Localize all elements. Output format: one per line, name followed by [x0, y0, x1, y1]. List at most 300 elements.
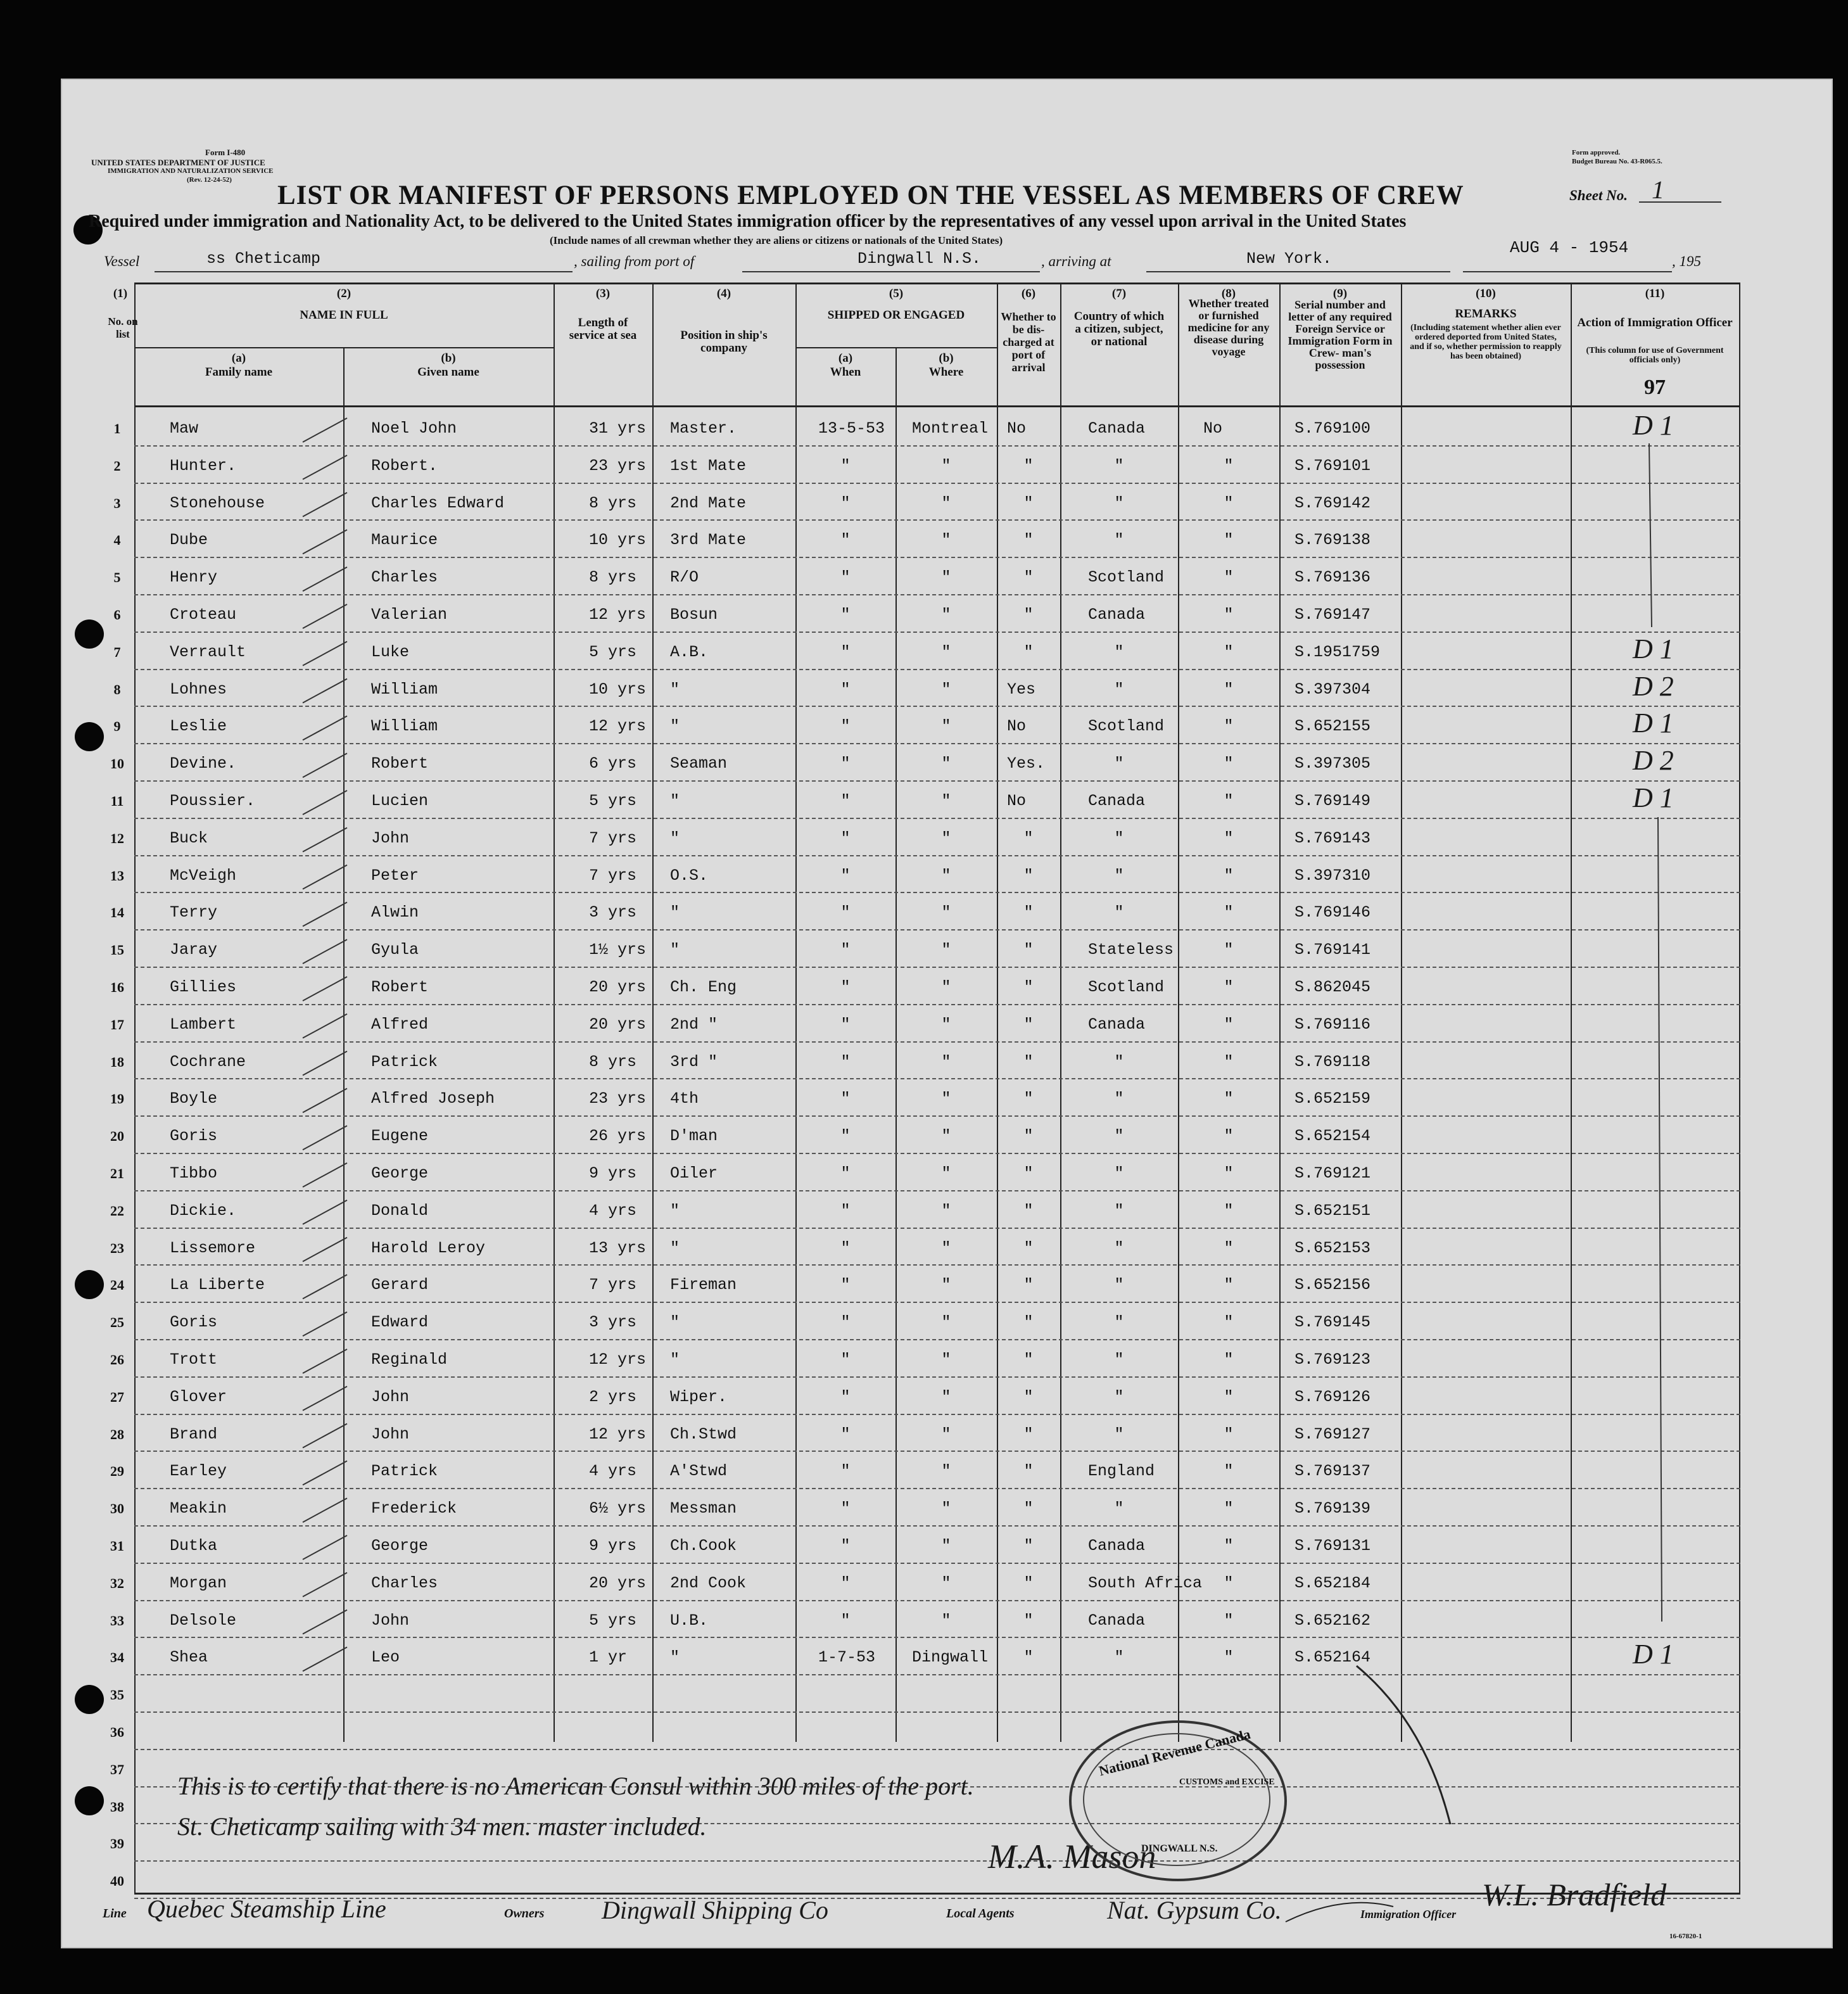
table-cell-position: 3rd ": [670, 1052, 718, 1071]
row-number: 21: [110, 1165, 124, 1181]
table-cell-medicine: ": [1224, 1089, 1234, 1108]
table-cell-serial: S.769143: [1294, 829, 1371, 848]
table-cell-service: 3 yrs: [589, 903, 637, 922]
table-cell-where: ": [941, 1052, 951, 1071]
table-cell-country: ": [1114, 1052, 1124, 1071]
table-cell-family: Hunter.: [170, 456, 237, 475]
table-cell-discharged: ": [1023, 1499, 1034, 1518]
table-cell-where: ": [941, 941, 951, 960]
table-cell-position: ": [670, 1313, 680, 1332]
table-cell-when: ": [840, 1462, 851, 1481]
table-cell-medicine: ": [1224, 1276, 1234, 1295]
table-cell-family: Earley: [170, 1462, 227, 1481]
table-cell-when: ": [840, 717, 851, 736]
table-cell-position: ": [670, 941, 680, 960]
table-cell-serial: S.769118: [1294, 1052, 1371, 1071]
col-country-number: (7): [1111, 287, 1127, 300]
date-stamp: AUG 4 - 1954: [1510, 238, 1629, 257]
table-cell-service: 10 yrs: [589, 680, 647, 699]
master-signature: M.A. Mason: [988, 1838, 1156, 1876]
table-cell-given: John: [371, 1425, 410, 1444]
table-cell-position: U.B.: [670, 1611, 709, 1630]
table-cell-when: ": [840, 606, 851, 624]
table-cell-medicine: ": [1224, 1015, 1234, 1034]
sheet-number-label: Sheet No.: [1569, 187, 1628, 203]
table-cell-country: Canada: [1088, 419, 1146, 438]
customs-stamp: [1069, 1720, 1287, 1881]
row-number: 15: [110, 942, 124, 958]
row-number: 13: [110, 867, 124, 884]
row-number: 9: [113, 718, 121, 735]
table-cell-discharged: ": [1023, 1089, 1034, 1108]
col-country-label: Country of which a citizen, subject, or national: [1073, 310, 1165, 348]
table-cell-position: ": [670, 1350, 680, 1369]
col-shipped-number: (5): [889, 287, 904, 300]
table-cell-family: Croteau: [170, 606, 237, 624]
table-cell-position: Messman: [670, 1499, 737, 1518]
col-when-label: When: [830, 365, 861, 379]
table-cell-family: Delsole: [170, 1611, 237, 1630]
table-cell-position: 4th: [670, 1089, 699, 1108]
table-cell-family: Poussier.: [170, 792, 256, 810]
table-cell-given: Leo: [371, 1648, 400, 1667]
table-cell-given: Gerard: [371, 1276, 429, 1295]
row-number: 33: [110, 1612, 124, 1629]
col-serial-number: (9): [1332, 287, 1348, 300]
table-cell-service: 23 yrs: [589, 456, 647, 475]
table-cell-serial: S.769139: [1294, 1499, 1371, 1518]
table-cell-position: Wiper.: [670, 1387, 728, 1406]
table-cell-medicine: ": [1224, 1127, 1234, 1146]
print-code: 16-67820-1: [1669, 1933, 1702, 1940]
table-cell-discharged: ": [1023, 1573, 1034, 1592]
table-cell-service: 7 yrs: [589, 1276, 637, 1295]
vessel-label: Vessel: [104, 253, 140, 269]
table-cell-discharged: ": [1023, 1425, 1034, 1444]
table-cell-country: England: [1088, 1462, 1155, 1481]
table-cell-medicine: No: [1203, 419, 1223, 438]
table-cell-family: Lambert: [170, 1015, 237, 1034]
table-cell-serial: S.769146: [1294, 903, 1371, 922]
table-cell-family: Maw: [170, 419, 199, 438]
table-cell-serial: S.769121: [1294, 1164, 1371, 1183]
row-number: 12: [110, 830, 124, 846]
col-when-letter: (a): [838, 352, 853, 365]
table-cell-when: ": [840, 1537, 851, 1555]
table-cell-given: Frederick: [371, 1499, 457, 1518]
table-cell-discharged: ": [1023, 903, 1034, 922]
table-cell-when: ": [840, 1015, 851, 1034]
table-cell-serial: S.769136: [1294, 568, 1371, 587]
table-cell-serial: S.397310: [1294, 866, 1371, 885]
table-cell-family: Brand: [170, 1425, 218, 1444]
table-cell-discharged: ": [1023, 1164, 1034, 1183]
row-number: 6: [113, 607, 121, 623]
form-number: Form I-480: [205, 148, 246, 157]
table-cell-serial: S.397304: [1294, 680, 1371, 699]
agents-value: Nat. Gypsum Co.: [1107, 1896, 1282, 1924]
table-cell-position: ": [670, 829, 680, 848]
table-cell-when: ": [840, 978, 851, 996]
table-cell-when: ": [840, 456, 851, 475]
table-cell-serial: S.397305: [1294, 754, 1371, 773]
table-cell-action: D 1: [1633, 410, 1674, 441]
table-cell-where: ": [941, 1127, 951, 1146]
table-cell-medicine: ": [1224, 531, 1234, 550]
table-cell-discharged: ": [1023, 1611, 1034, 1630]
table-cell-country: ": [1114, 1499, 1124, 1518]
sailing-port: Dingwall N.S.: [858, 250, 982, 268]
table-cell-given: Charles: [371, 1573, 438, 1592]
table-cell-country: ": [1114, 1238, 1124, 1257]
table-cell-discharged: ": [1023, 1537, 1034, 1555]
table-cell-service: 13 yrs: [589, 1238, 647, 1257]
table-cell-country: Scotland: [1088, 978, 1165, 996]
table-cell-country: ": [1114, 1313, 1124, 1332]
table-cell-service: 12 yrs: [589, 1350, 647, 1369]
arriving-label: , arriving at: [1041, 253, 1111, 269]
table-cell-service: 5 yrs: [589, 1611, 637, 1630]
table-cell-serial: S.769141: [1294, 941, 1371, 960]
table-cell-serial: S.769116: [1294, 1015, 1371, 1034]
table-cell-when: 1-7-53: [818, 1648, 876, 1667]
table-cell-family: Goris: [170, 1127, 218, 1146]
table-cell-family: Shea: [170, 1648, 208, 1667]
table-cell-service: 8 yrs: [589, 568, 637, 587]
table-cell-serial: S.862045: [1294, 978, 1371, 996]
table-cell-when: ": [840, 680, 851, 699]
table-cell-service: 20 yrs: [589, 978, 647, 996]
table-cell-where: ": [941, 1462, 951, 1481]
table-cell-family: Lohnes: [170, 680, 227, 699]
table-cell-service: 12 yrs: [589, 1425, 647, 1444]
table-cell-when: ": [840, 568, 851, 587]
table-cell-medicine: ": [1224, 941, 1234, 960]
table-cell-service: 12 yrs: [589, 606, 647, 624]
row-number: 3: [113, 495, 121, 511]
table-cell-discharged: ": [1023, 1350, 1034, 1369]
table-cell-when: ": [840, 1573, 851, 1592]
owners-label: Owners: [504, 1907, 545, 1921]
table-cell-where: ": [941, 829, 951, 848]
table-cell-where: ": [941, 568, 951, 587]
table-cell-when: ": [840, 1611, 851, 1630]
row-number: 32: [110, 1575, 124, 1591]
action-count: 97: [1644, 376, 1666, 399]
table-cell-discharged: ": [1023, 568, 1034, 587]
table-cell-when: ": [840, 754, 851, 773]
table-cell-position: Ch.Cook: [670, 1537, 737, 1555]
table-cell-family: Leslie: [170, 717, 227, 736]
table-cell-given: Noel John: [371, 419, 457, 438]
table-cell-service: 2 yrs: [589, 1387, 637, 1406]
table-cell-country: ": [1114, 1387, 1124, 1406]
row-number: 8: [113, 681, 121, 697]
table-cell-serial: S.769100: [1294, 419, 1371, 438]
table-cell-discharged: ": [1023, 1201, 1034, 1220]
table-cell-country: ": [1114, 680, 1124, 699]
table-cell-serial: S.769147: [1294, 606, 1371, 624]
table-cell-given: Patrick: [371, 1462, 438, 1481]
col-remarks-label: REMARKS: [1455, 307, 1517, 321]
table-cell-position: 2nd Cook: [670, 1573, 747, 1592]
table-cell-when: ": [840, 1425, 851, 1444]
table-cell-medicine: ": [1224, 1164, 1234, 1183]
form-approved: Form approved.: [1572, 149, 1621, 156]
table-cell-medicine: ": [1224, 568, 1234, 587]
table-cell-discharged: ": [1023, 1462, 1034, 1481]
table-cell-medicine: ": [1224, 1573, 1234, 1592]
table-cell-family: Tibbo: [170, 1164, 218, 1183]
table-cell-when: ": [840, 1201, 851, 1220]
col-position-label: Position in ship's company: [680, 329, 768, 355]
row-number: 35: [110, 1687, 124, 1703]
table-cell-country: ": [1114, 642, 1124, 661]
table-cell-position: Bosun: [670, 606, 718, 624]
col-family-letter: (a): [231, 352, 246, 365]
table-cell-discharged: No: [1007, 717, 1027, 736]
row-number: 38: [110, 1798, 124, 1815]
col-shipped-label: SHIPPED OR ENGAGED: [827, 308, 965, 322]
row-number: 29: [110, 1463, 124, 1480]
table-cell-action: D 2: [1633, 745, 1674, 777]
table-cell-family: Terry: [170, 903, 218, 922]
table-cell-when: ": [840, 792, 851, 810]
row-number: 1: [113, 421, 121, 436]
table-cell-discharged: ": [1023, 1387, 1034, 1406]
table-cell-country: ": [1114, 754, 1124, 773]
table-cell-given: Robert.: [371, 456, 438, 475]
row-number: 39: [110, 1836, 124, 1852]
table-cell-where: ": [941, 1499, 951, 1518]
row-number: 22: [110, 1202, 124, 1219]
officer-label: Immigration Officer: [1360, 1908, 1457, 1921]
table-cell-service: 6 yrs: [589, 754, 637, 773]
table-cell-medicine: ": [1224, 866, 1234, 885]
table-cell-position: ": [670, 717, 680, 736]
table-cell-when: 13-5-53: [818, 419, 885, 438]
col-medicine-label: Whether treated or furnished medicine for any disease during voyage: [1187, 297, 1270, 358]
table-cell-medicine: ": [1224, 978, 1234, 996]
vessel-name: ss Cheticamp: [206, 250, 321, 268]
table-cell-discharged: ": [1023, 493, 1034, 512]
row-number: 18: [110, 1053, 124, 1070]
row-number: 40: [110, 1873, 124, 1889]
table-cell-discharged: ": [1023, 1127, 1034, 1146]
table-cell-action: D 1: [1633, 633, 1674, 664]
table-cell-discharged: ": [1023, 642, 1034, 661]
table-cell-given: Lucien: [371, 792, 429, 810]
table-cell-serial: S.769142: [1294, 493, 1371, 512]
table-cell-family: Devine.: [170, 754, 237, 773]
table-cell-position: ": [670, 1648, 680, 1667]
table-cell-position: Ch. Eng: [670, 978, 737, 996]
table-cell-action: D 1: [1633, 1639, 1674, 1670]
col-position-number: (4): [716, 287, 731, 300]
line-label: Line: [103, 1907, 127, 1921]
table-cell-country: ": [1114, 1425, 1124, 1444]
table-cell-service: 20 yrs: [589, 1015, 647, 1034]
table-cell-medicine: ": [1224, 493, 1234, 512]
row-number: 2: [113, 457, 121, 474]
table-cell-position: Fireman: [670, 1276, 737, 1295]
row-number: 24: [110, 1277, 124, 1293]
table-cell-given: Peter: [371, 866, 419, 885]
table-cell-given: Harold Leroy: [371, 1238, 486, 1257]
table-cell-serial: S.652156: [1294, 1276, 1371, 1295]
table-cell-medicine: ": [1224, 903, 1234, 922]
table-cell-where: ": [941, 606, 951, 624]
col-where-label: Where: [928, 365, 964, 379]
col-no-number: (1): [113, 287, 128, 300]
table-cell-where: ": [941, 1164, 951, 1183]
table-cell-medicine: ": [1224, 1499, 1234, 1518]
table-cell-family: Goris: [170, 1313, 218, 1332]
table-cell-country: Canada: [1088, 1611, 1146, 1630]
table-cell-serial: S.652164: [1294, 1648, 1371, 1667]
table-cell-serial: S.652155: [1294, 717, 1371, 736]
table-cell-country: Scotland: [1088, 717, 1165, 736]
table-cell-when: ": [840, 1127, 851, 1146]
table-cell-country: ": [1114, 493, 1124, 512]
col-remarks-note: (Including statement whether alien ever ordered deported from United States, and if so, whether permission to reapply has been obtained): [1410, 323, 1562, 361]
table-cell-family: Verrault: [170, 642, 246, 661]
table-cell-given: Edward: [371, 1313, 429, 1332]
col-name-label: NAME IN FULL: [300, 308, 388, 322]
table-cell-country: Scotland: [1088, 568, 1165, 587]
table-cell-given: Luke: [371, 642, 410, 661]
table-cell-discharged: ": [1023, 456, 1034, 475]
table-cell-position: Oiler: [670, 1164, 718, 1183]
row-number: 20: [110, 1128, 124, 1145]
table-cell-family: McVeigh: [170, 866, 237, 885]
table-cell-action: D 2: [1633, 670, 1674, 702]
table-cell-where: ": [941, 1201, 951, 1220]
table-cell-when: ": [840, 1276, 851, 1295]
row-number: 11: [110, 793, 124, 809]
row-number: 31: [110, 1538, 124, 1554]
table-cell-where: ": [941, 456, 951, 475]
table-cell-medicine: ": [1224, 1611, 1234, 1630]
table-cell-family: Lissemore: [170, 1238, 256, 1257]
col-family-label: Family name: [205, 365, 273, 379]
table-cell-given: Robert: [371, 754, 429, 773]
table-cell-family: Morgan: [170, 1573, 227, 1592]
table-cell-discharged: ": [1023, 866, 1034, 885]
table-cell-service: 4 yrs: [589, 1201, 637, 1220]
table-cell-family: Dube: [170, 531, 208, 550]
table-cell-discharged: ": [1023, 531, 1034, 550]
table-cell-service: 7 yrs: [589, 829, 637, 848]
table-cell-given: Robert: [371, 978, 429, 996]
table-cell-position: ": [670, 1201, 680, 1220]
col-no-label: No. on list: [108, 315, 138, 340]
table-cell-discharged: ": [1023, 1052, 1034, 1071]
row-number: 7: [113, 644, 121, 660]
table-cell-medicine: ": [1224, 1052, 1234, 1071]
table-cell-country: ": [1114, 903, 1124, 922]
col-given-letter: (b): [441, 352, 456, 365]
table-cell-country: Canada: [1088, 792, 1146, 810]
table-cell-serial: S.1951759: [1294, 642, 1381, 661]
table-cell-where: Dingwall: [912, 1648, 989, 1667]
line-value: Quebec Steamship Line: [147, 1895, 386, 1923]
table-cell-given: Alfred: [371, 1015, 429, 1034]
stamp-inner-text: CUSTOMS and EXCISE: [1179, 1777, 1275, 1787]
table-cell-serial: S.652154: [1294, 1127, 1371, 1146]
table-cell-family: Boyle: [170, 1089, 218, 1108]
table-cell-when: ": [840, 866, 851, 885]
row-number: 5: [113, 569, 121, 586]
table-cell-family: Meakin: [170, 1499, 227, 1518]
table-cell-medicine: ": [1224, 717, 1234, 736]
col-given-label: Given name: [417, 365, 479, 379]
table-cell-where: ": [941, 1089, 951, 1108]
table-cell-discharged: ": [1023, 1015, 1034, 1034]
table-cell-where: ": [941, 1573, 951, 1592]
table-cell-discharged: ": [1023, 1648, 1034, 1667]
year-label: , 195: [1672, 253, 1701, 269]
table-cell-country: ": [1114, 1089, 1124, 1108]
table-cell-country: ": [1114, 1350, 1124, 1369]
table-cell-serial: S.769126: [1294, 1387, 1371, 1406]
col-discharge-label: Whether to be dis- charged at port of arrival: [1001, 310, 1056, 374]
table-cell-where: ": [941, 642, 951, 661]
table-cell-service: 1 yr: [589, 1648, 628, 1667]
table-cell-medicine: ": [1224, 1648, 1234, 1667]
table-cell-when: ": [840, 1089, 851, 1108]
table-cell-given: Eugene: [371, 1127, 429, 1146]
table-cell-where: ": [941, 754, 951, 773]
table-cell-where: ": [941, 1350, 951, 1369]
table-cell-serial: S.769137: [1294, 1462, 1371, 1481]
table-cell-service: 12 yrs: [589, 717, 647, 736]
table-cell-given: Alwin: [371, 903, 419, 922]
table-cell-family: Dickie.: [170, 1201, 237, 1220]
table-cell-position: R/O: [670, 568, 699, 587]
table-cell-family: Buck: [170, 829, 208, 848]
table-cell-service: 5 yrs: [589, 792, 637, 810]
table-cell-service: 10 yrs: [589, 531, 647, 550]
row-number: 4: [113, 532, 121, 549]
row-number: 25: [110, 1314, 124, 1331]
table-cell-country: ": [1114, 1201, 1124, 1220]
table-cell-when: ": [840, 642, 851, 661]
table-cell-country: Canada: [1088, 1015, 1146, 1034]
table-cell-position: A.B.: [670, 642, 709, 661]
manifest-title: LIST OR MANIFEST OF PERSONS EMPLOYED ON THE VESSEL AS MEMBERS OF CREW: [277, 181, 1464, 210]
table-cell-service: 7 yrs: [589, 866, 637, 885]
table-cell-where: ": [941, 717, 951, 736]
table-cell-when: ": [840, 1313, 851, 1332]
table-cell-where: ": [941, 531, 951, 550]
table-cell-medicine: ": [1224, 1350, 1234, 1369]
table-cell-serial: S.769123: [1294, 1350, 1371, 1369]
table-cell-family: Cochrane: [170, 1052, 246, 1071]
table-cell-discharged: Yes: [1007, 680, 1036, 699]
owners-value: Dingwall Shipping Co: [602, 1896, 828, 1924]
table-cell-given: William: [371, 717, 438, 736]
row-number: 36: [110, 1724, 124, 1740]
table-cell-when: ": [840, 1164, 851, 1183]
table-cell-given: Donald: [371, 1201, 429, 1220]
table-cell-position: 2nd ": [670, 1015, 718, 1034]
table-cell-country: ": [1114, 1276, 1124, 1295]
table-cell-position: ": [670, 792, 680, 810]
table-cell-serial: S.652184: [1294, 1573, 1371, 1592]
table-cell-family: Gillies: [170, 978, 237, 996]
col-service-number: (3): [595, 287, 611, 300]
